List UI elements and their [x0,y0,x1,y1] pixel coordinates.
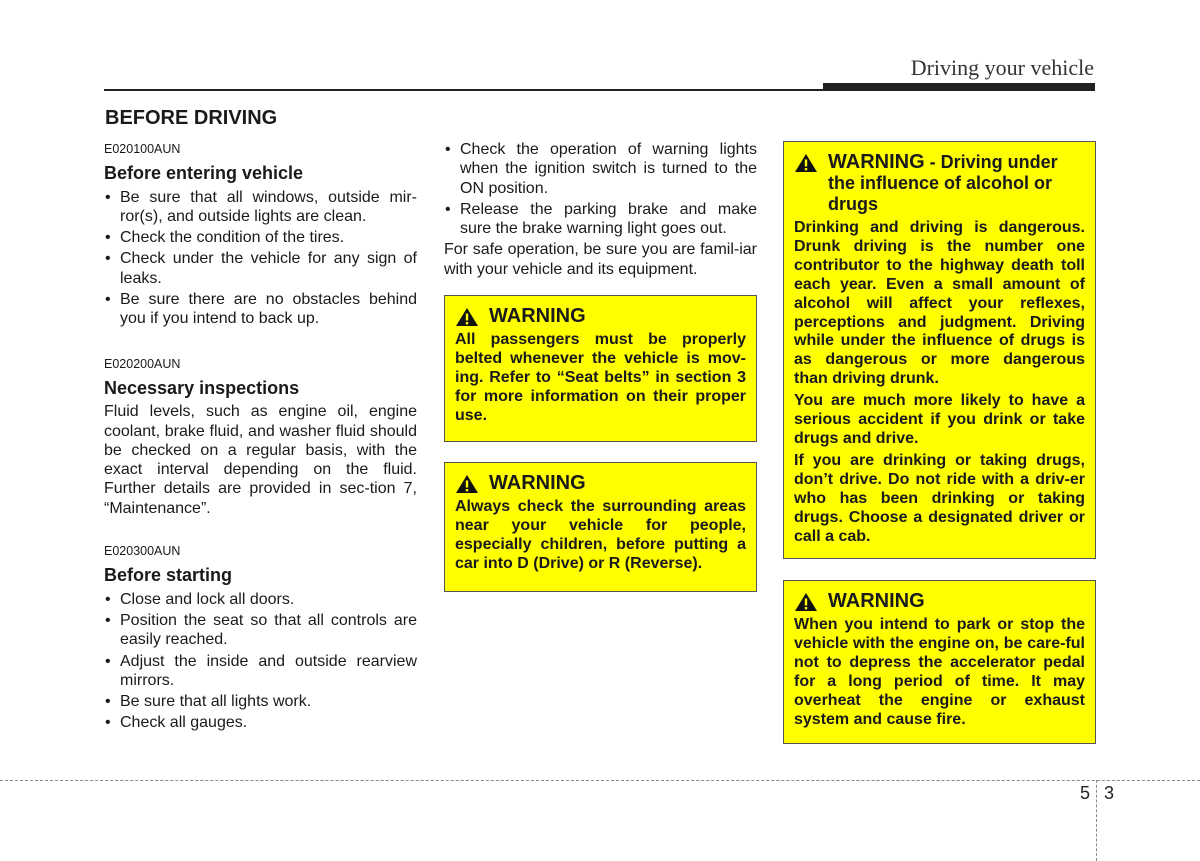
warning-triangle-icon [455,307,479,327]
paragraph: Fluid levels, such as engine oil, engine coolant, brake fluid, and washer fluid should be checked on a regular basis, with the exact interval depending on the fluid. Further details are provided in sec-tion 7, “Maintenance”. [104,403,417,517]
warning-title: WARNING [828,590,925,612]
paragraph: For safe operation, be sure you are famil-iar with your vehicle and its equipment. [444,241,757,278]
list-item: • Position the seat so that all controls are easily reached. [104,611,417,650]
warning-title: WARNING [489,305,586,327]
warning-triangle-icon [794,592,818,612]
warning-subtitle: - Driving under the influence of alcohol or drugs [828,152,1058,214]
warning-text: Always check the surrounding areas near your vehicle for people, especially children, before putting a car into D (Drive) or R (Reverse). [455,498,746,572]
list-item: • Be sure there are no obstacles behind you if you intend to back up. [104,290,417,329]
warning-title: WARNING [828,151,925,173]
page-number-divider [1096,780,1097,861]
warning-text: When you intend to park or stop the vehicle with the engine on, be care-ful not to depress the accelerator pedal for a long period of time. It may overheat the engine or exhaust system and cause fire. [794,616,1085,728]
warning-box-seat-belts [444,295,757,442]
warning-triangle-icon [455,474,479,494]
list-item: • Be sure that all windows, outside mir-ror(s), and outside lights are clean. [104,188,417,227]
header-rule [104,89,1095,91]
warning-box-surroundings [444,462,757,592]
warning-box-accelerator [783,580,1096,744]
footer-divider [0,780,1200,781]
list-item: • Check the condition of the tires. [104,228,417,247]
list-item: • Check all gauges. [104,713,417,732]
warning-text: You are much more likely to have a serious accident if you drink or take drugs and drive. [794,392,1085,447]
list-item: • Check under the vehicle for any sign of leaks. [104,249,417,288]
section-code: E020200AUN [104,356,181,371]
list-item: • Be sure that all lights work. [104,692,417,711]
subsection-title: Necessary inspections [104,377,300,398]
warning-box-alcohol [783,141,1096,559]
bullet-list [104,590,417,733]
page-number: 3 [1104,783,1115,803]
list-item: • Adjust the inside and outside rearview mirrors. [104,652,417,691]
running-header: Driving your vehicle [910,55,1094,80]
list-item: • Close and lock all doors. [104,590,417,609]
bullet-list [444,140,757,238]
middle-column [444,140,757,279]
warning-title: WARNING [489,472,586,494]
section-code: E020300AUN [104,544,181,559]
chapter-number: 5 [1080,783,1091,803]
warning-text: Drinking and driving is dangerous. Drunk driving is the number one contributor to the highway death toll each year. Even a small amount of alcohol will affect your reflexes, perceptions and judgment. Driving while under the influence of drugs is as dangerous or more dangerous than driving drunk. [794,219,1085,388]
warning-text: If you are drinking or taking drugs, don’t drive. Do not ride with a driv-er who has been drinking or taking drugs. Choose a designated driver or call a cab. [794,451,1085,545]
subsection-title: Before entering vehicle [104,163,304,184]
left-column [104,140,417,735]
section-code: E020100AUN [104,142,181,156]
warning-text: All passengers must be properly belted whenever the vehicle is mov-ing. Refer to “Seat belts” in section 3 for more information on their proper use. [455,331,746,424]
subsection-title: Before starting [104,565,233,586]
list-item: • Check the operation of warning lights when the ignition switch is turned to the ON position. [444,140,757,198]
list-item: • Release the parking brake and make sure the brake warning light goes out. [444,200,757,239]
section-title: BEFORE DRIVING [105,107,278,129]
warning-triangle-icon [794,153,818,173]
bullet-list [104,188,417,329]
